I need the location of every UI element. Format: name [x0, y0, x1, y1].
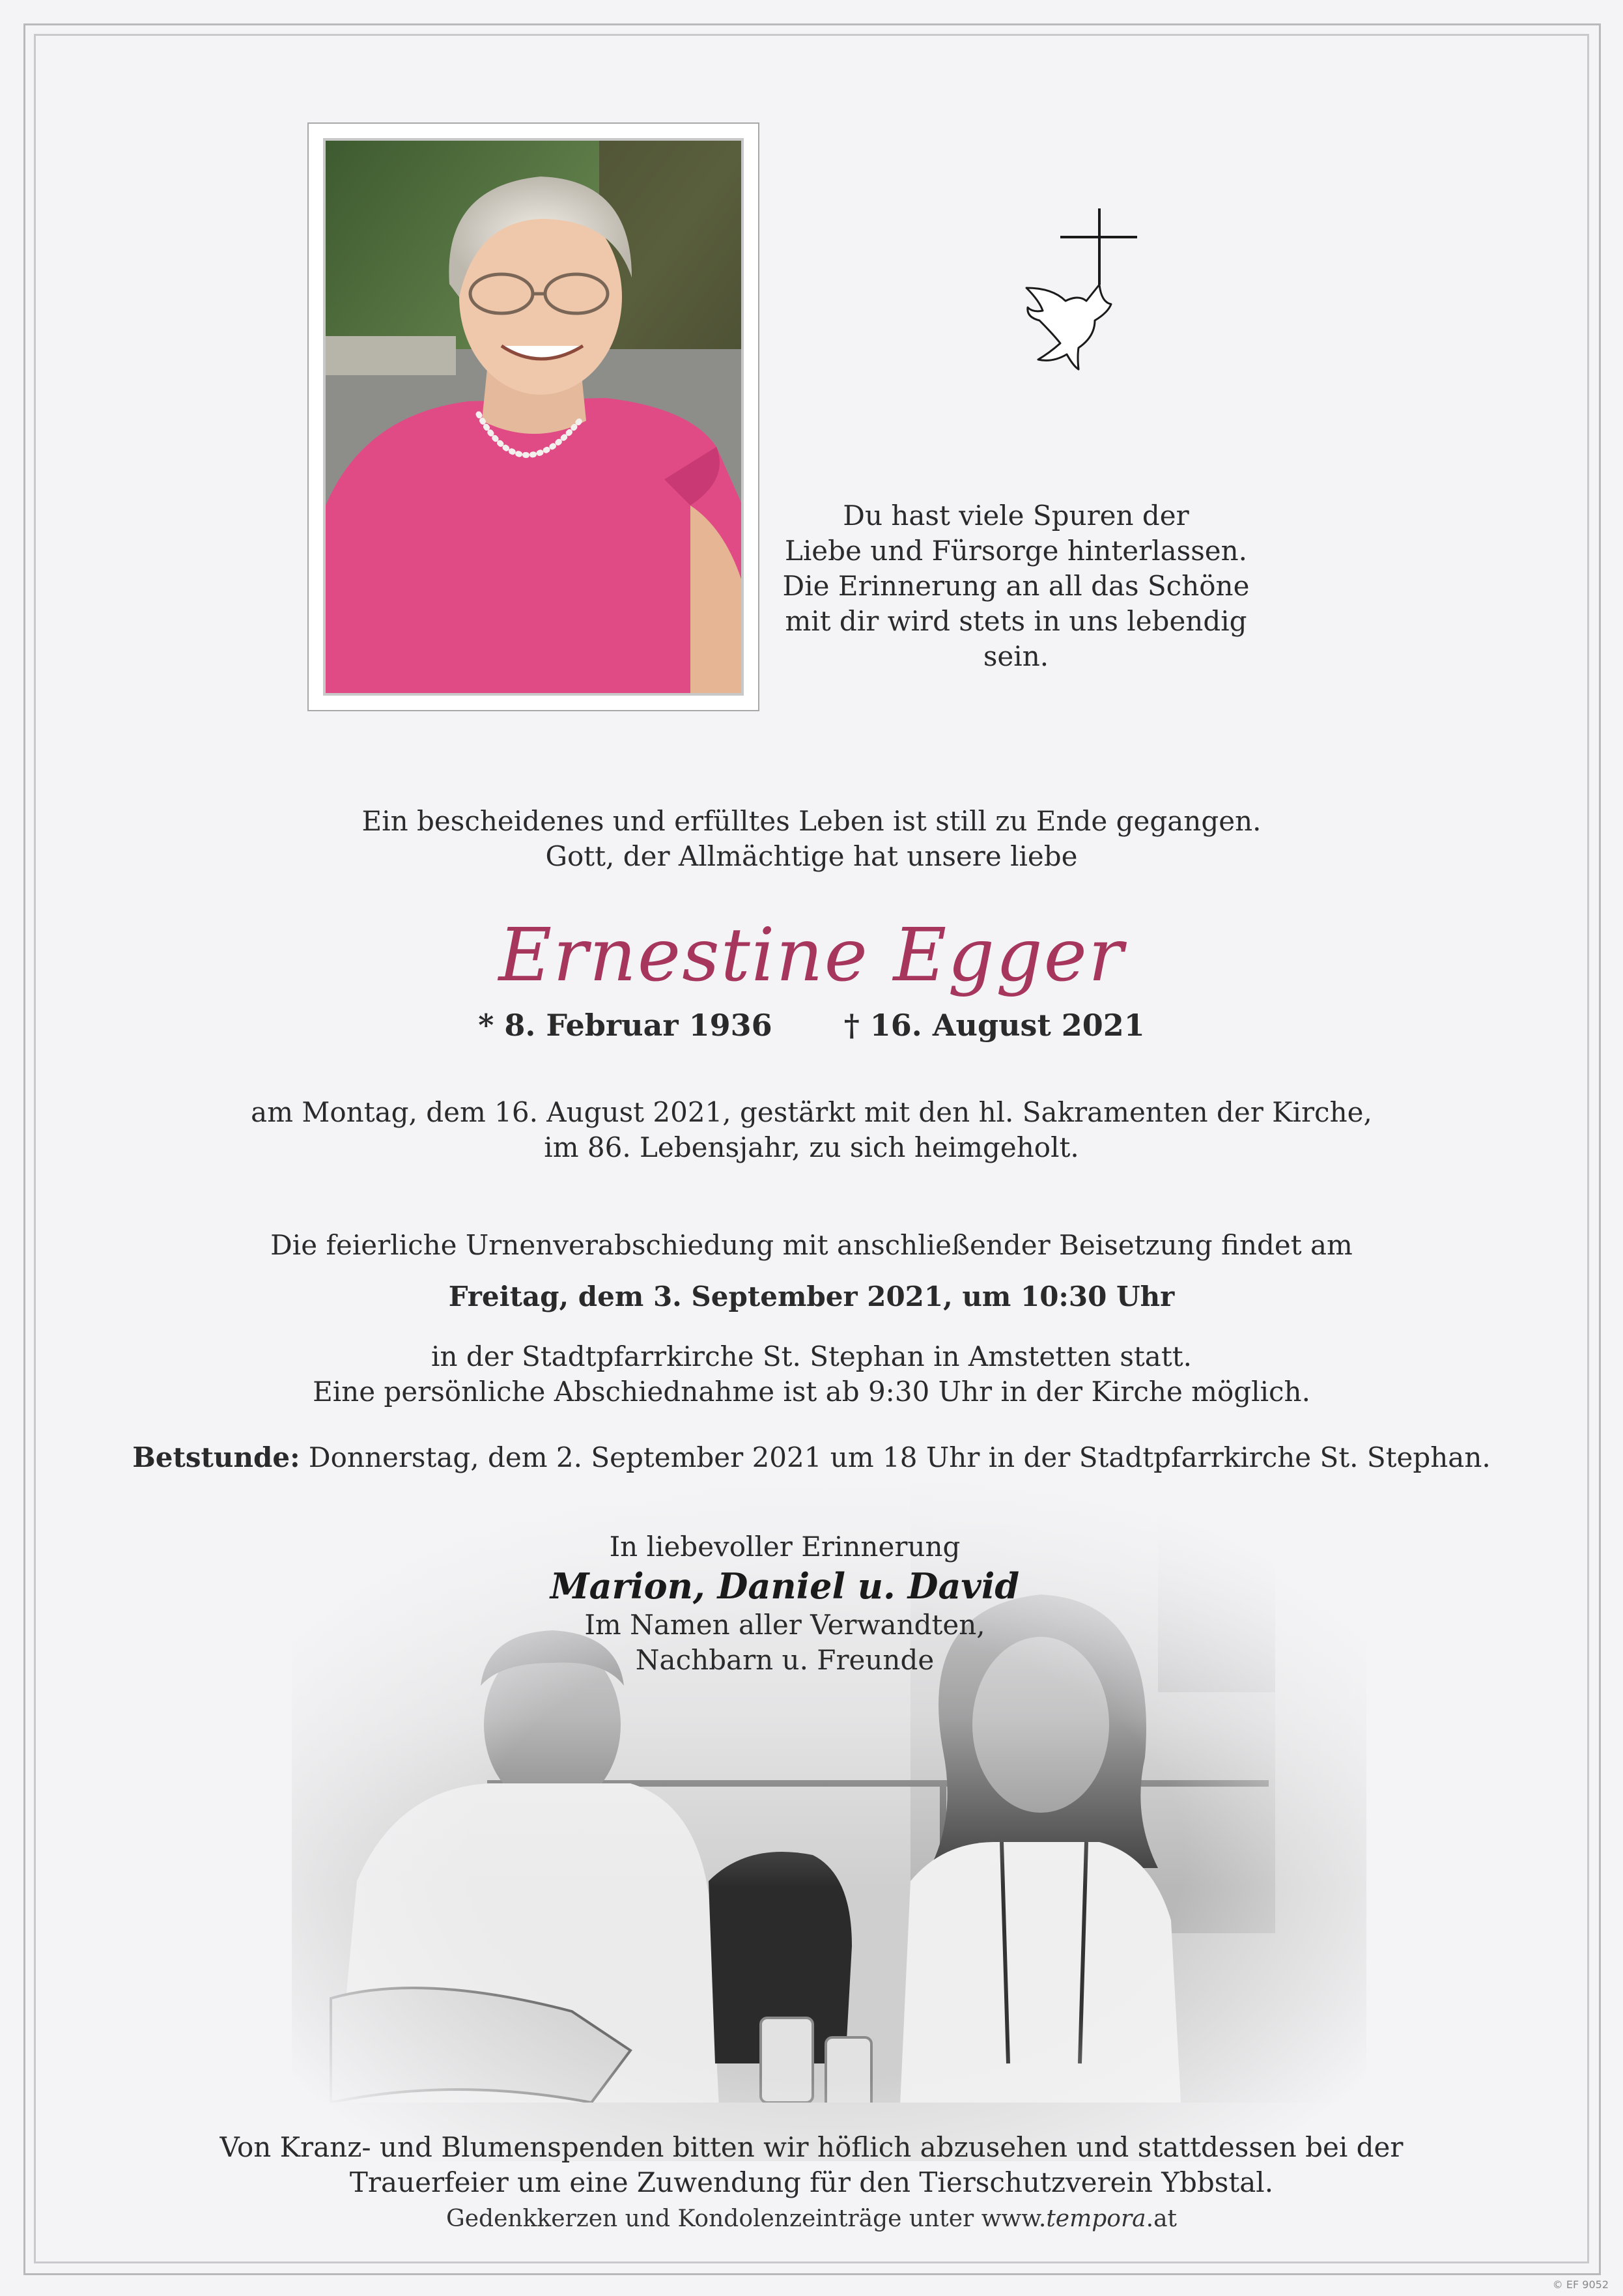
deceased-name: Ernestine Egger: [498, 913, 1125, 998]
document-code: © EF 9052: [1552, 2278, 1609, 2291]
portrait-photo-image: [326, 141, 744, 696]
donation-line: Trauerfeier um eine Zuwendung für den Tierschutzverein Ybbstal.: [349, 2166, 1274, 2198]
ceremony-intro: Die feierliche Urnenverabschiedung mit anschließender Beisetzung findet am: [270, 1229, 1353, 1261]
poem-line: Die Erinnerung an all das Schöne: [782, 570, 1250, 602]
portrait-photo: [323, 138, 744, 696]
birth-date: * 8. Februar 1936: [478, 1008, 772, 1043]
ceremony-location: [0, 1339, 1623, 1410]
mourners-block: [508, 1529, 1062, 1678]
condolence-footer: [0, 2205, 1623, 2233]
death-text-line: am Montag, dem 16. August 2021, gestärkt mit den hl. Sakramenten der Kirche,: [251, 1096, 1372, 1128]
death-text-line: im 86. Lebensjahr, zu sich heimgeholt.: [544, 1131, 1079, 1163]
poem-line: Liebe und Fürsorge hinterlassen.: [784, 535, 1248, 567]
portrait-frame: [307, 122, 759, 711]
ceremony-location-line: in der Stadtpfarrkirche St. Stephan in Amstetten statt.: [431, 1340, 1192, 1372]
poem: [749, 498, 1283, 674]
intro-line: Gott, der Allmächtige hat unsere liebe: [545, 840, 1078, 872]
life-dates: [0, 1006, 1623, 1045]
poem-line: mit dir wird stets in uns lebendig sein.: [785, 605, 1247, 672]
ceremony-location-line: Eine persönliche Abschiednahme ist ab 9:30 Uhr in der Kirche möglich.: [313, 1376, 1310, 1408]
death-date: † 16. August 2021: [843, 1008, 1145, 1043]
ceremony-datetime: Freitag, dem 3. September 2021, um 10:30 Uhr: [448, 1281, 1175, 1312]
donation-line: Von Kranz- und Blumenspenden bitten wir höflich abzusehen und stattdessen bei der: [219, 2131, 1404, 2163]
intro-line: Ein bescheidenes und erfülltes Leben ist still zu Ende gegangen.: [361, 805, 1262, 837]
footer-brand[interactable]: tempora: [1046, 2205, 1146, 2232]
intro-text: [0, 804, 1623, 874]
footer-suffix: .at: [1146, 2205, 1177, 2232]
prayer-hour: [0, 1440, 1623, 1475]
mourners-line: Nachbarn u. Freunde: [635, 1644, 935, 1676]
prayer-label: Betstunde:: [132, 1441, 300, 1473]
footer-prefix: Gedenkkerzen und Kondolenzeinträge unter www.: [445, 2205, 1047, 2232]
cross-dove-icon: [1013, 203, 1137, 373]
mourners-line: Im Namen aller Verwandten,: [584, 1609, 985, 1641]
donation-text: [0, 2130, 1623, 2200]
mourners-signers: Marion, Daniel u. David: [550, 1565, 1020, 1607]
death-text: [0, 1095, 1623, 1165]
poem-line: Du hast viele Spuren der: [843, 500, 1189, 531]
prayer-text: Donnerstag, dem 2. September 2021 um 18 Uhr in der Stadtpfarrkirche St. Stephan.: [300, 1441, 1491, 1473]
mourners-intro: In liebevoller Erinnerung: [609, 1531, 961, 1563]
